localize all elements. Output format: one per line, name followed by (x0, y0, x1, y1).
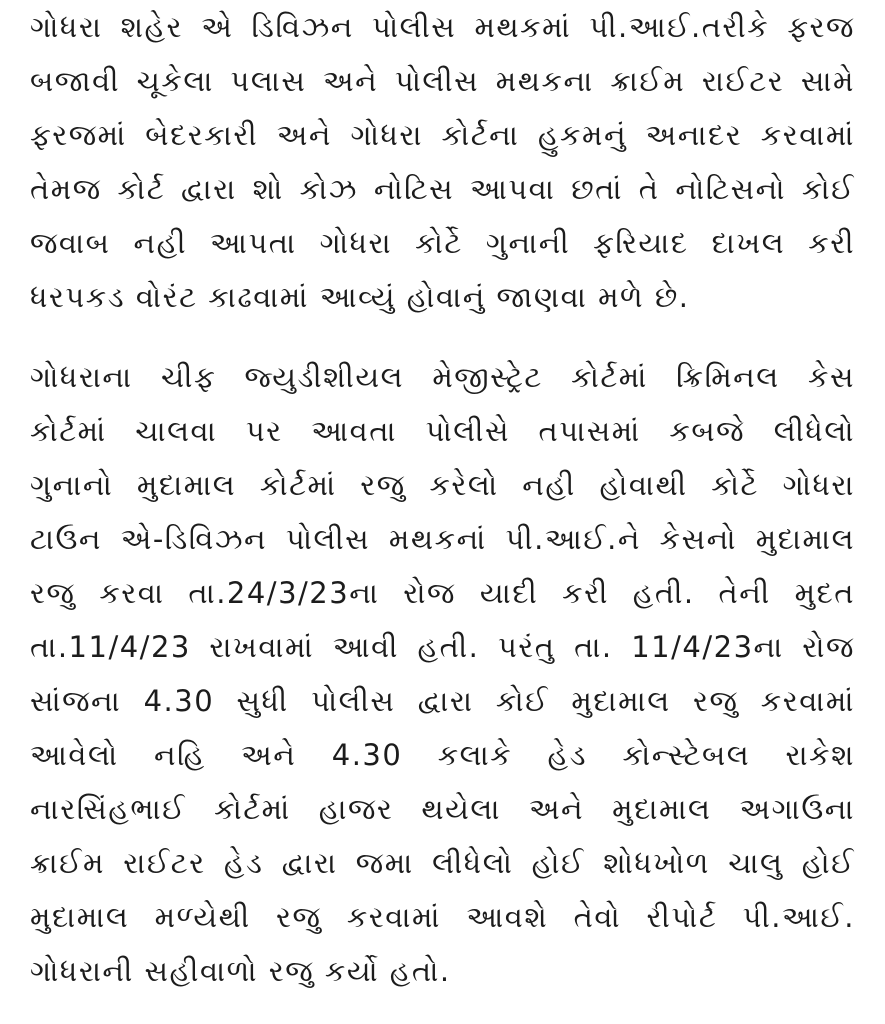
text-line: ફરજમાં બેદરકારી અને ગોધરા કોર્ટના હુકમનું અનાદર કરવામાં (30, 118, 855, 152)
text-line: ટાઉન એ-ડિવિઝન પોલીસ મથકનાં પી.આઈ.ને કેસનો મુદામાલ (30, 522, 855, 556)
text-line: નારસિંહભાઈ કોર્ટમાં હાજર થયેલા અને મુદામાલ અગાઉના (30, 792, 855, 826)
text-line: ધરપકડ વોરંટ કાઢવામાં આવ્યું હોવાનું જાણવા મળે છે. (30, 280, 690, 314)
text-line: બજાવી ચૂકેલા પલાસ અને પોલીસ મથકના ક્રાઈમ રાઈટર સામે (30, 64, 855, 98)
text-line: સાંજના 4.30 સુધી પોલીસ દ્વારા કોઈ મુદામાલ રજુ કરવામાં (30, 684, 855, 718)
article-body (30, 0, 855, 998)
text-line: કોર્ટમાં ચાલવા પર આવતા પોલીસે તપાસમાં કબજે લીધેલો (30, 414, 855, 448)
text-line: રજુ કરવા તા.24/3/23ના રોજ યાદી કરી હતી. તેની મુદત (30, 576, 855, 610)
text-line: મુદામાલ મળ્યેથી રજુ કરવામાં આવશે તેવો રીપોર્ટ પી.આઈ. (30, 900, 855, 934)
text-line: ગોધરાના ચીફ જ્યુડીશીયલ મેજીસ્ટ્રેટ કોર્ટમાં ક્રિમિનલ કેસ (30, 360, 855, 394)
paragraph-1 (30, 0, 855, 324)
text-line: ગુનાનો મુદામાલ કોર્ટમાં રજુ કરેલો નહી હોવાથી કોર્ટે ગોધરા (30, 468, 855, 502)
text-line: આવેલો નહિ અને 4.30 કલાકે હેડ કોન્સ્ટેબલ રાકેશ (30, 738, 855, 772)
text-line: તેમજ કોર્ટ દ્વારા શો કોઝ નોટિસ આપવા છતાં તે નોટિસનો કોઈ (30, 172, 855, 206)
text-line: જવાબ નહી આપતા ગોધરા કોર્ટે ગુનાની ફરિયાદ દાખલ કરી (30, 226, 855, 260)
paragraph-2 (30, 350, 855, 998)
text-line: ગોધરા શહેર એ ડિવિઝન પોલીસ મથકમાં પી.આઈ.તરીકે ફરજ (30, 10, 855, 44)
text-line: ક્રાઈમ રાઈટર હેડ દ્વારા જમા લીધેલો હોઈ શોધખોળ ચાલુ હોઈ (30, 846, 855, 880)
text-line: ગોધરાની સહીવાળો રજુ કર્યો હતો. (30, 954, 451, 988)
text-line: તા.11/4/23 રાખવામાં આવી હતી. પરંતુ તા. 11/4/23ના રોજ (30, 630, 855, 664)
